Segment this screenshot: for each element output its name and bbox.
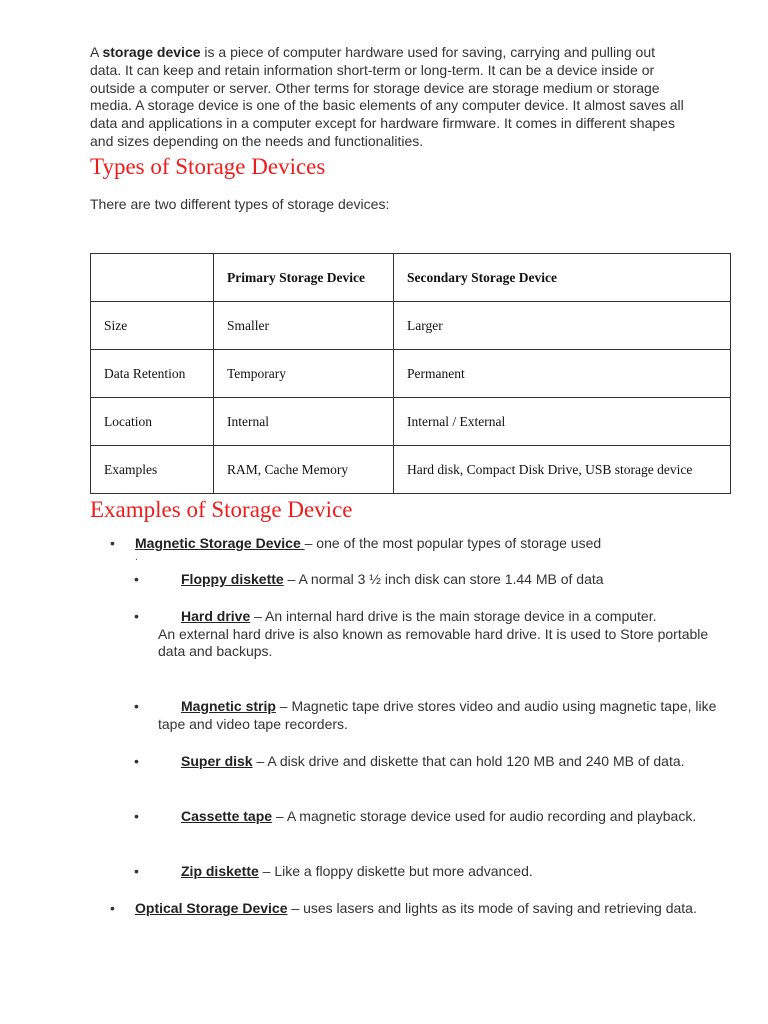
comparison-table — [90, 253, 731, 494]
table-header-cell — [91, 254, 214, 302]
bullet-icon: • — [134, 571, 139, 587]
optical-term: Optical Storage Device — [135, 900, 288, 916]
list-item-floppy — [90, 571, 730, 608]
table-cell: Internal — [214, 398, 394, 446]
super-disk-term: Super disk — [181, 753, 253, 769]
examples-list — [90, 535, 730, 918]
bullet-icon: • — [110, 535, 115, 551]
table-row — [91, 446, 731, 494]
bullet-icon: • — [134, 753, 139, 769]
list-item-hard-drive — [90, 608, 730, 698]
table-row — [91, 350, 731, 398]
hard-drive-extra: An external hard drive is also known as removable hard drive. It is used to Store portable data and backups. — [158, 625, 709, 659]
table-cell: Temporary — [214, 350, 394, 398]
examples-heading: Examples of Storage Device — [90, 497, 353, 522]
list-item-zip — [90, 863, 730, 900]
floppy-term: Floppy diskette — [181, 571, 284, 587]
super-disk-text: – A disk drive and diskette that can hold 120 MB and 240 MB of data. — [252, 753, 685, 769]
list-item-cassette — [90, 808, 730, 863]
magnetic-trailing: . — [135, 551, 138, 563]
table-cell: RAM, Cache Memory — [214, 446, 394, 494]
optical-text: – uses lasers and lights as its mode of saving and retrieving data. — [287, 900, 697, 916]
table-cell: Location — [91, 398, 214, 446]
table-cell: Larger — [394, 302, 731, 350]
magnetic-strip-term: Magnetic strip — [181, 698, 276, 714]
hard-drive-term: Hard drive — [181, 608, 251, 624]
list-item-magnetic — [90, 535, 730, 571]
table-row — [91, 302, 731, 350]
intro-prefix: A — [90, 44, 103, 60]
table-row — [91, 398, 731, 446]
table-header-cell: Secondary Storage Device — [394, 254, 731, 302]
table-cell: Examples — [91, 446, 214, 494]
table-cell: Smaller — [214, 302, 394, 350]
bullet-icon: • — [134, 863, 139, 879]
intro-term: storage device — [102, 44, 201, 60]
bullet-icon: • — [110, 900, 115, 916]
bullet-icon: • — [134, 698, 139, 714]
magnetic-term: Magnetic Storage Device — [135, 535, 305, 551]
table-cell: Data Retention — [91, 350, 214, 398]
list-item-magnetic-strip — [90, 698, 730, 753]
magnetic-strip-text: – Magnetic tape drive stores video and audio using magnetic tape, like tape and video tape recorders. — [158, 698, 717, 732]
table-cell: Hard disk, Compact Disk Drive, USB storage device — [394, 446, 731, 494]
intro-text: is a piece of computer hardware used for saving, carrying and pulling out data. It can keep and retain information short-term or long-term. It can be a device inside or outside a computer or server. Other terms for storage device are storage medium or storage media. A storage device is one of the basic elements of any computer device. It almost saves all data and applications in a computer except for hardware firmware. It comes in different shapes and sizes depending on the needs and functionalities. — [90, 44, 684, 149]
list-item-optical — [90, 900, 730, 918]
table-header-row — [91, 254, 731, 302]
zip-term: Zip diskette — [181, 863, 259, 879]
magnetic-text: – one of the most popular types of storage used — [304, 535, 602, 551]
cassette-text: – A magnetic storage device used for audio recording and playback. — [272, 808, 697, 824]
zip-text: – Like a floppy diskette but more advanced. — [258, 863, 533, 879]
types-intro: There are two different types of storage devices: — [90, 195, 390, 212]
types-heading: Types of Storage Devices — [90, 153, 326, 179]
intro-paragraph — [90, 44, 690, 151]
hard-drive-text: – An internal hard drive is the main storage device in a computer. — [250, 608, 657, 624]
bullet-icon: • — [134, 608, 139, 624]
table-cell: Size — [91, 302, 214, 350]
bullet-icon: • — [134, 808, 139, 824]
table-cell: Internal / External — [394, 398, 731, 446]
floppy-text: – A normal 3 ½ inch disk can store 1.44 MB of data — [283, 571, 604, 587]
table-header-cell: Primary Storage Device — [214, 254, 394, 302]
table-cell: Permanent — [394, 350, 731, 398]
document-body — [90, 44, 690, 213]
cassette-term: Cassette tape — [181, 808, 273, 824]
list-item-super-disk — [90, 753, 730, 808]
